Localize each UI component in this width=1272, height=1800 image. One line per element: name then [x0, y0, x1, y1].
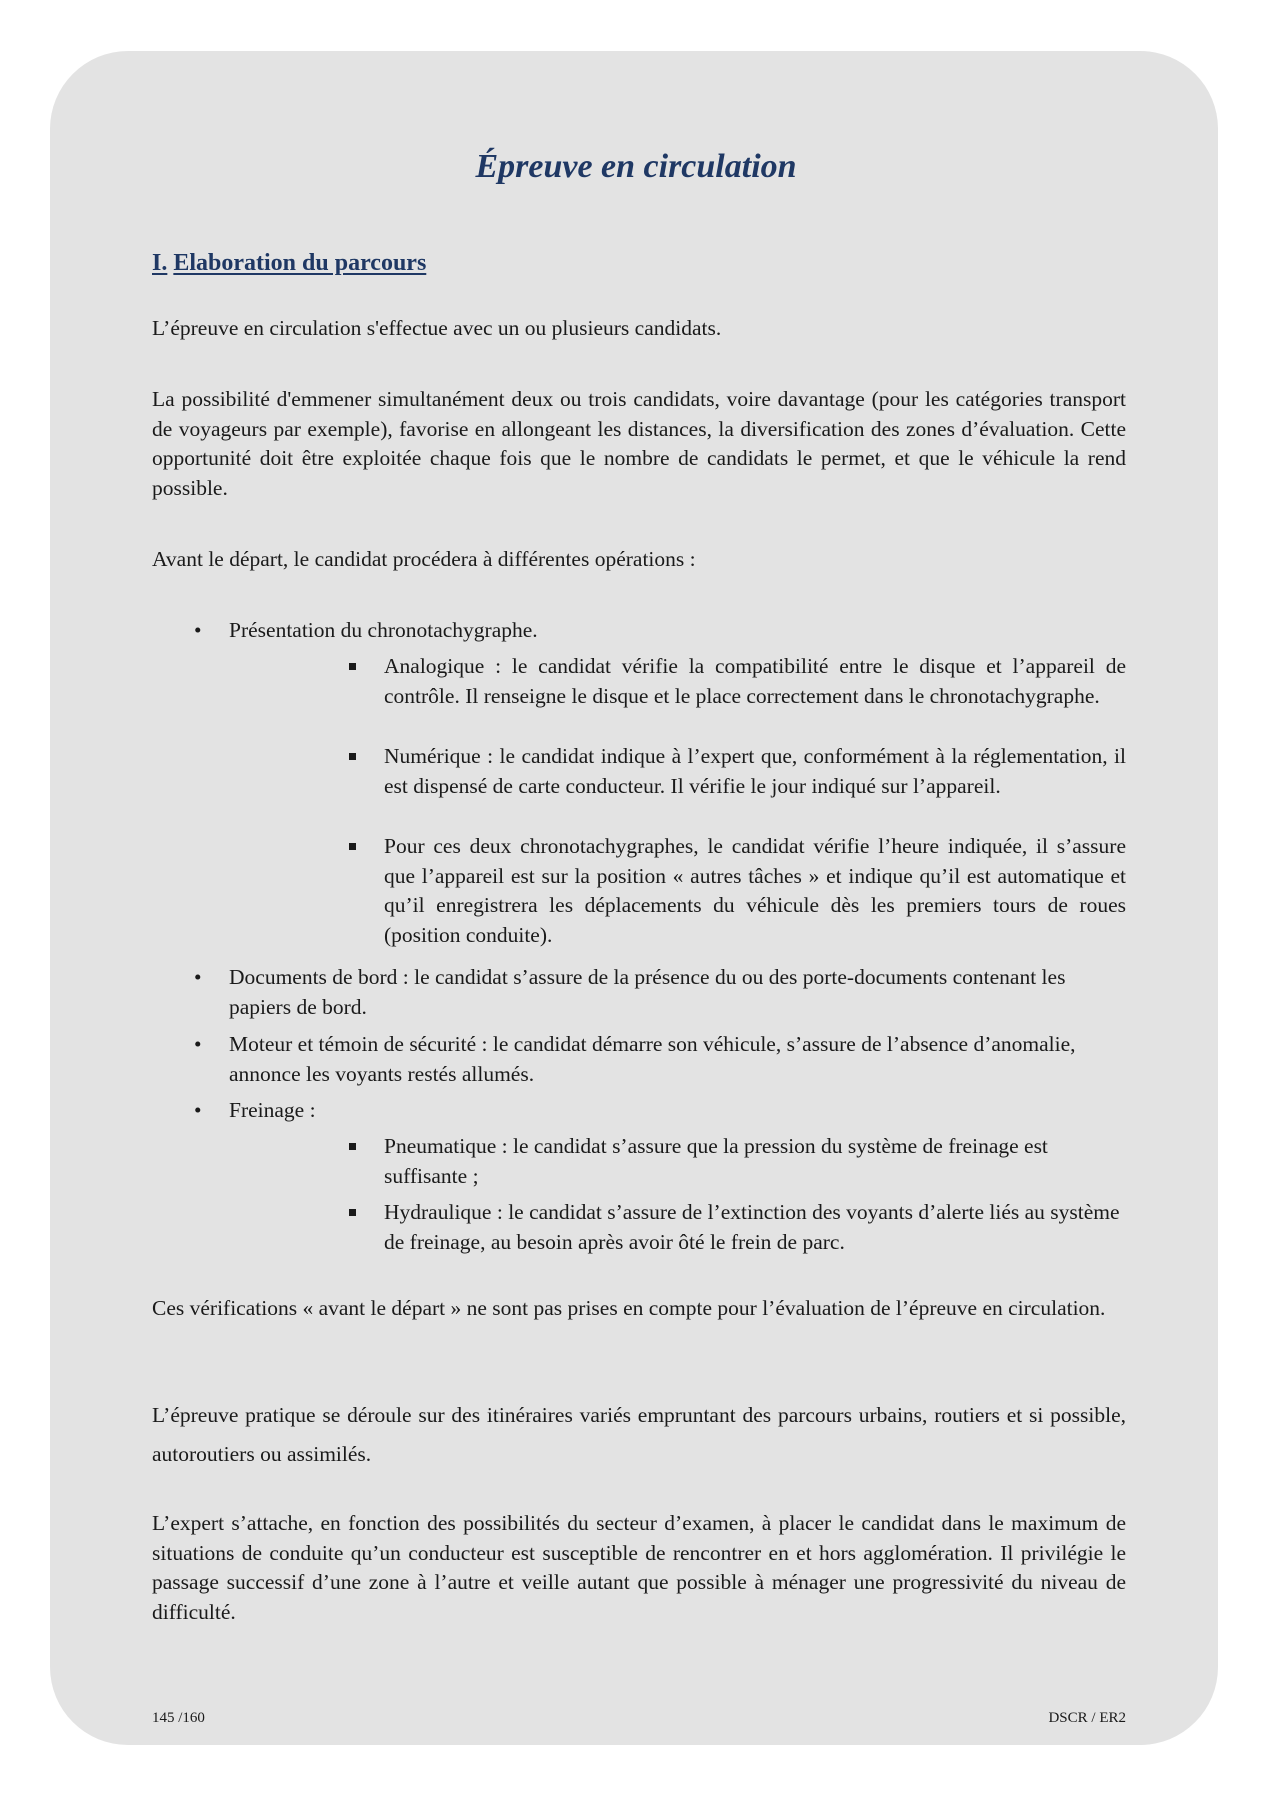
paragraph-possibilite: La possibilité d'emmener simultanément deux ou trois candidats, voire davantage (pour les catégories transport de voyageurs par exemple), favorise en allongeant les distances, la diversification des zones d’évaluation. Cette opportunité doit être exploitée chaque fois que le nombre de candidats le permet, et que le véhicule la rend possible.	[152, 387, 1126, 500]
list-item-freinage: • Freinage :	[229, 1096, 1129, 1126]
subitem-deux-chronotachygraphes: Pour ces deux chronotachygraphes, le candidat vérifie l’heure indiquée, il s’assure que l’appareil est sur la position « autres tâches » et indique qu’il est automatique et qu’il enregistrera les déplacements du véhicule dès les premiers tours de roues (position conduite).	[384, 832, 1126, 950]
section-number: I.	[152, 250, 168, 276]
paragraph-verifications: Ces vérifications « avant le départ » ne sont pas prises en compte pour l’évaluation de l’épreuve en circulation.	[152, 1296, 1106, 1320]
list-item-documents-de-bord: • Documents de bord : le candidat s’assure de la présence du ou des porte-documents contenant les papiers de bord.	[229, 963, 1109, 1022]
page-title: Épreuve en circulation	[475, 148, 797, 185]
list-item-chronotachygraphe: • Présentation du chronotachygraphe.	[229, 616, 1129, 646]
subitem-analogique: Analogique : le candidat vérifie la compatibilité entre le disque et l’appareil de contrôle. Il renseigne le disque et le place correctement dans le chronotachygraphe.	[384, 652, 1126, 711]
paragraph-epreuve-pratique: L’épreuve pratique se déroule sur des itinéraires variés empruntant des parcours urbains, routiers et si possible, autoroutiers ou assimilés.	[152, 1403, 1126, 1466]
subitem-numerique: Numérique : le candidat indique à l’expert que, conformément à la réglementation, il est dispensé de carte conducteur. Il vérifie le jour indiqué sur l’appareil.	[384, 742, 1126, 801]
list-item-moteur: • Moteur et témoin de sécurité : le candidat démarre son véhicule, s’assure de l’absence d’anomalie, annonce les voyants restés allumés.	[229, 1030, 1129, 1089]
paragraph-expert: L’expert s’attache, en fonction des possibilités du secteur d’examen, à placer le candidat dans le maximum de situations de conduite qu’un conducteur est susceptible de rencontrer en et hors agglomération. Il privilégie le passage successif d’une zone à l’autre et veille autant que possible à ménager une progressivité du niveau de difficulté.	[152, 1511, 1126, 1624]
section-title: Elaboration du parcours	[173, 250, 427, 276]
paragraph-avant-depart: Avant le départ, le candidat procédera à différentes opérations :	[152, 547, 696, 571]
paragraph-intro: L’épreuve en circulation s'effectue avec un ou plusieurs candidats.	[152, 316, 722, 340]
page-number: 145 /160	[152, 1710, 205, 1726]
subitem-hydraulique: Hydraulique : le candidat s’assure de l’extinction des voyants d’alerte liés au système de freinage, au besoin après avoir ôté le frein de parc.	[384, 1198, 1126, 1257]
subitem-pneumatique: Pneumatique : le candidat s’assure que la pression du système de freinage est suffisante ;	[384, 1132, 1084, 1191]
section-heading	[152, 250, 426, 277]
document-reference: DSCR / ER2	[1048, 1710, 1126, 1726]
